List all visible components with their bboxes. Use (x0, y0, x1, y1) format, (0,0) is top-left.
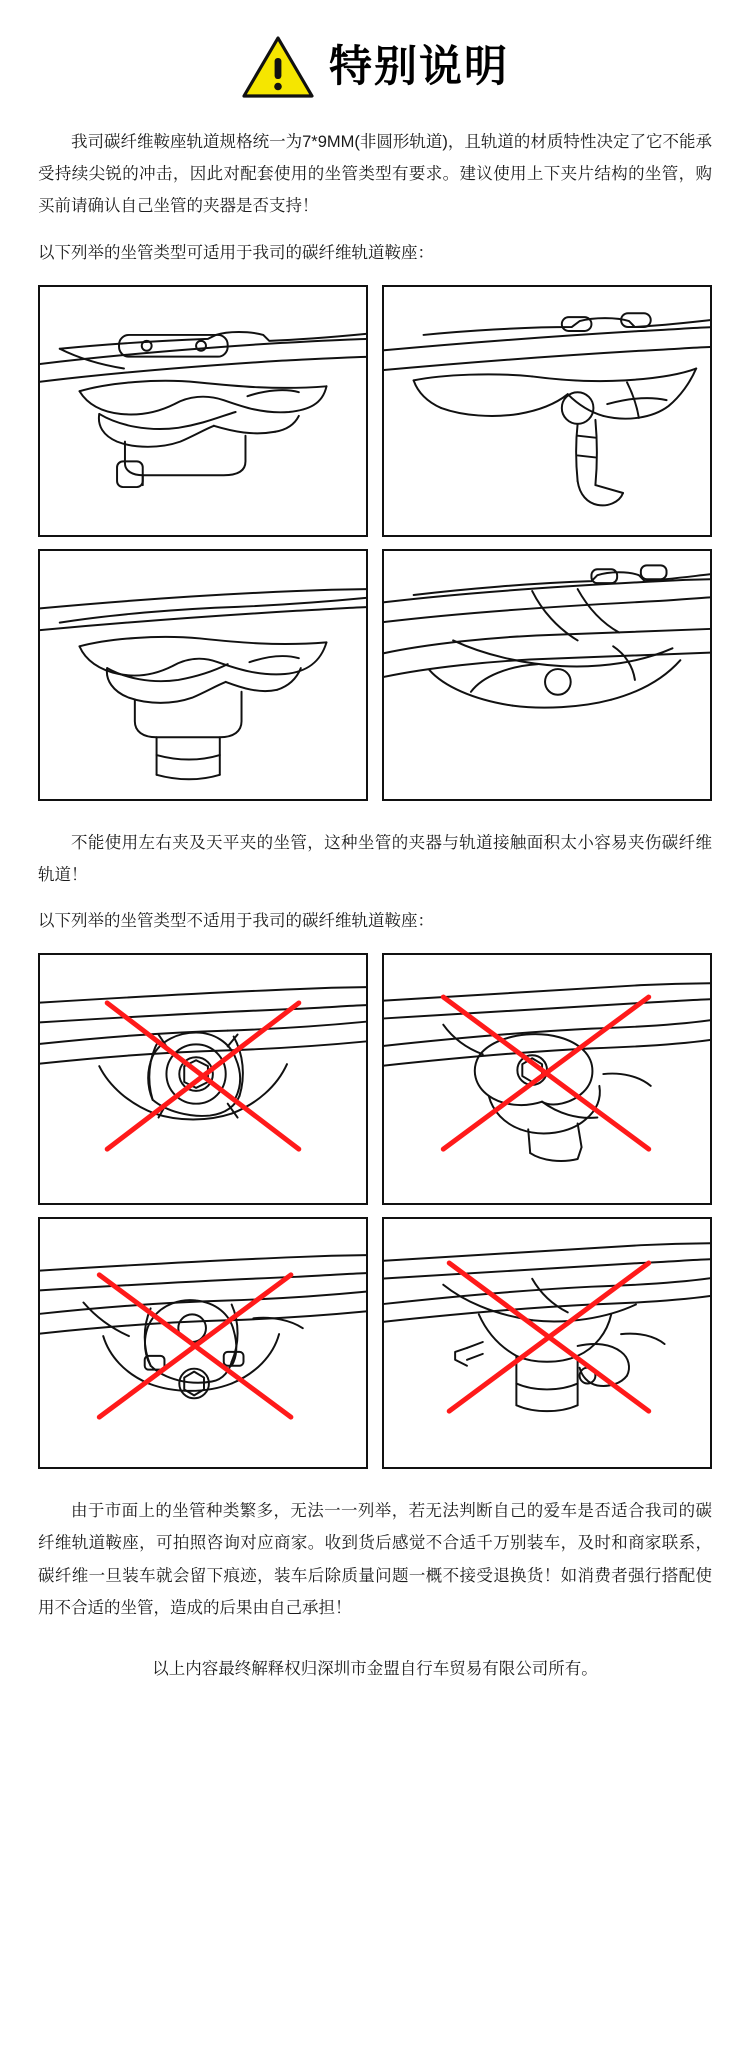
closing-paragraph: 由于市面上的坐管种类繁多，无法一一列举，若无法判断自己的爱车是否适合我司的碳纤维轨道鞍座，可拍照咨询对应商家。收到货后感觉不合适千万别装车，及时和商家联系，碳纤维一旦装车就会留下痕迹，装车后除质量问题一概不接受退换货！如消费者强行搭配使用不合适的坐管，造成的后果由自己承担！ (38, 1502, 712, 1617)
middle-warning: 不能使用左右夹及天平夹的坐管，这种坐管的夹器与轨道接触面积太小容易夹伤碳纤维轨道！ (38, 833, 712, 884)
closing-block (30, 1495, 720, 1624)
incompatible-image-grid (30, 947, 720, 1469)
incompatible-image-1 (38, 953, 368, 1205)
incompatible-lead: 以下列举的坐管类型不适用于我司的碳纤维轨道鞍座： (38, 912, 434, 931)
footer-note: 以上内容最终解释权归深圳市金盟自行车贸易有限公司所有。 (152, 1659, 598, 1678)
middle-block (30, 827, 720, 938)
page-header (30, 0, 720, 126)
compatible-lead: 以下列举的坐管类型可适用于我司的碳纤维轨道鞍座： (38, 243, 434, 262)
compatible-image-grid (30, 279, 720, 801)
incompatible-image-4 (382, 1217, 712, 1469)
compatible-image-3 (38, 549, 368, 801)
intro-paragraph: 我司碳纤维鞍座轨道规格统一为7*9MM(非圆形轨道)，且轨道的材质特性决定了它不能承受持续尖锐的冲击，因此对配套使用的坐管类型有要求。建议使用上下夹片结构的坐管，购买前请确认自己坐管的夹器是否支持！ (38, 133, 712, 216)
compatible-image-2 (382, 285, 712, 537)
warning-triangle-icon (241, 34, 315, 100)
red-cross-icon (107, 1003, 299, 1149)
incompatible-image-3 (38, 1217, 368, 1469)
incompatible-image-2 (382, 953, 712, 1205)
page-title: 特别说明 (329, 42, 509, 91)
compatible-image-4 (382, 549, 712, 801)
intro-block (30, 126, 720, 269)
compatible-image-1 (38, 285, 368, 537)
